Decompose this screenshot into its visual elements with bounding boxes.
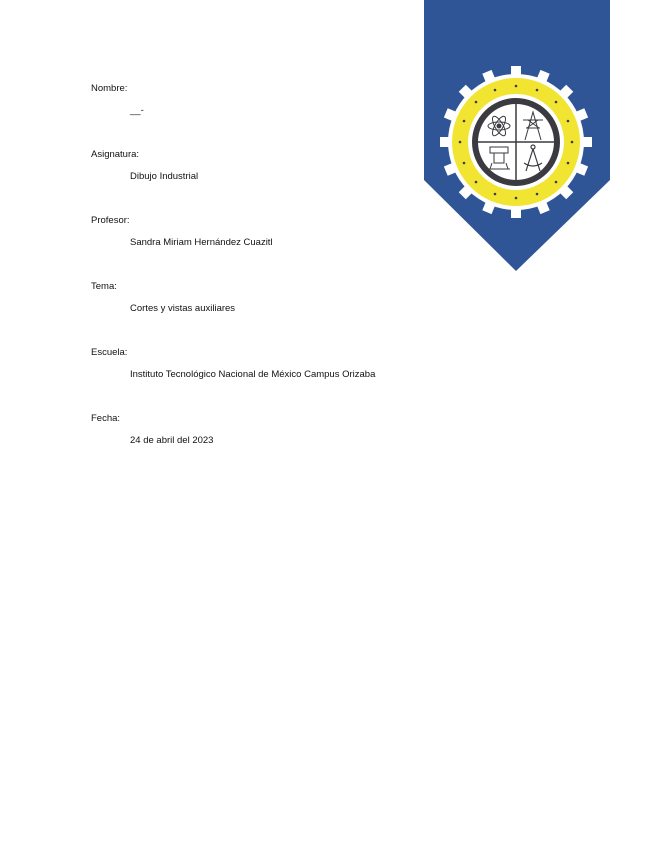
field-label: Asignatura: (91, 149, 140, 160)
field-value: Sandra Miriam Hernández Cuazitl (130, 237, 273, 248)
cover-fields (91, 83, 491, 479)
field-value: __- (130, 105, 144, 116)
field-escuela (91, 347, 491, 413)
field-value: Dibujo Industrial (130, 171, 199, 182)
field-profesor (91, 215, 491, 281)
field-value: 24 de abril del 2023 (130, 435, 214, 446)
field-fecha (91, 413, 491, 479)
field-value: Cortes y vistas auxiliares (130, 303, 236, 314)
field-tema (91, 281, 491, 347)
field-label: Profesor: (91, 215, 130, 226)
field-label: Escuela: (91, 347, 128, 358)
field-label: Nombre: (91, 83, 128, 94)
field-value: Instituto Tecnológico Nacional de México Campus Orizaba (130, 369, 376, 380)
field-nombre (91, 83, 491, 149)
field-label: Fecha: (91, 413, 121, 424)
field-asignatura (91, 149, 491, 215)
field-label: Tema: (91, 281, 117, 292)
